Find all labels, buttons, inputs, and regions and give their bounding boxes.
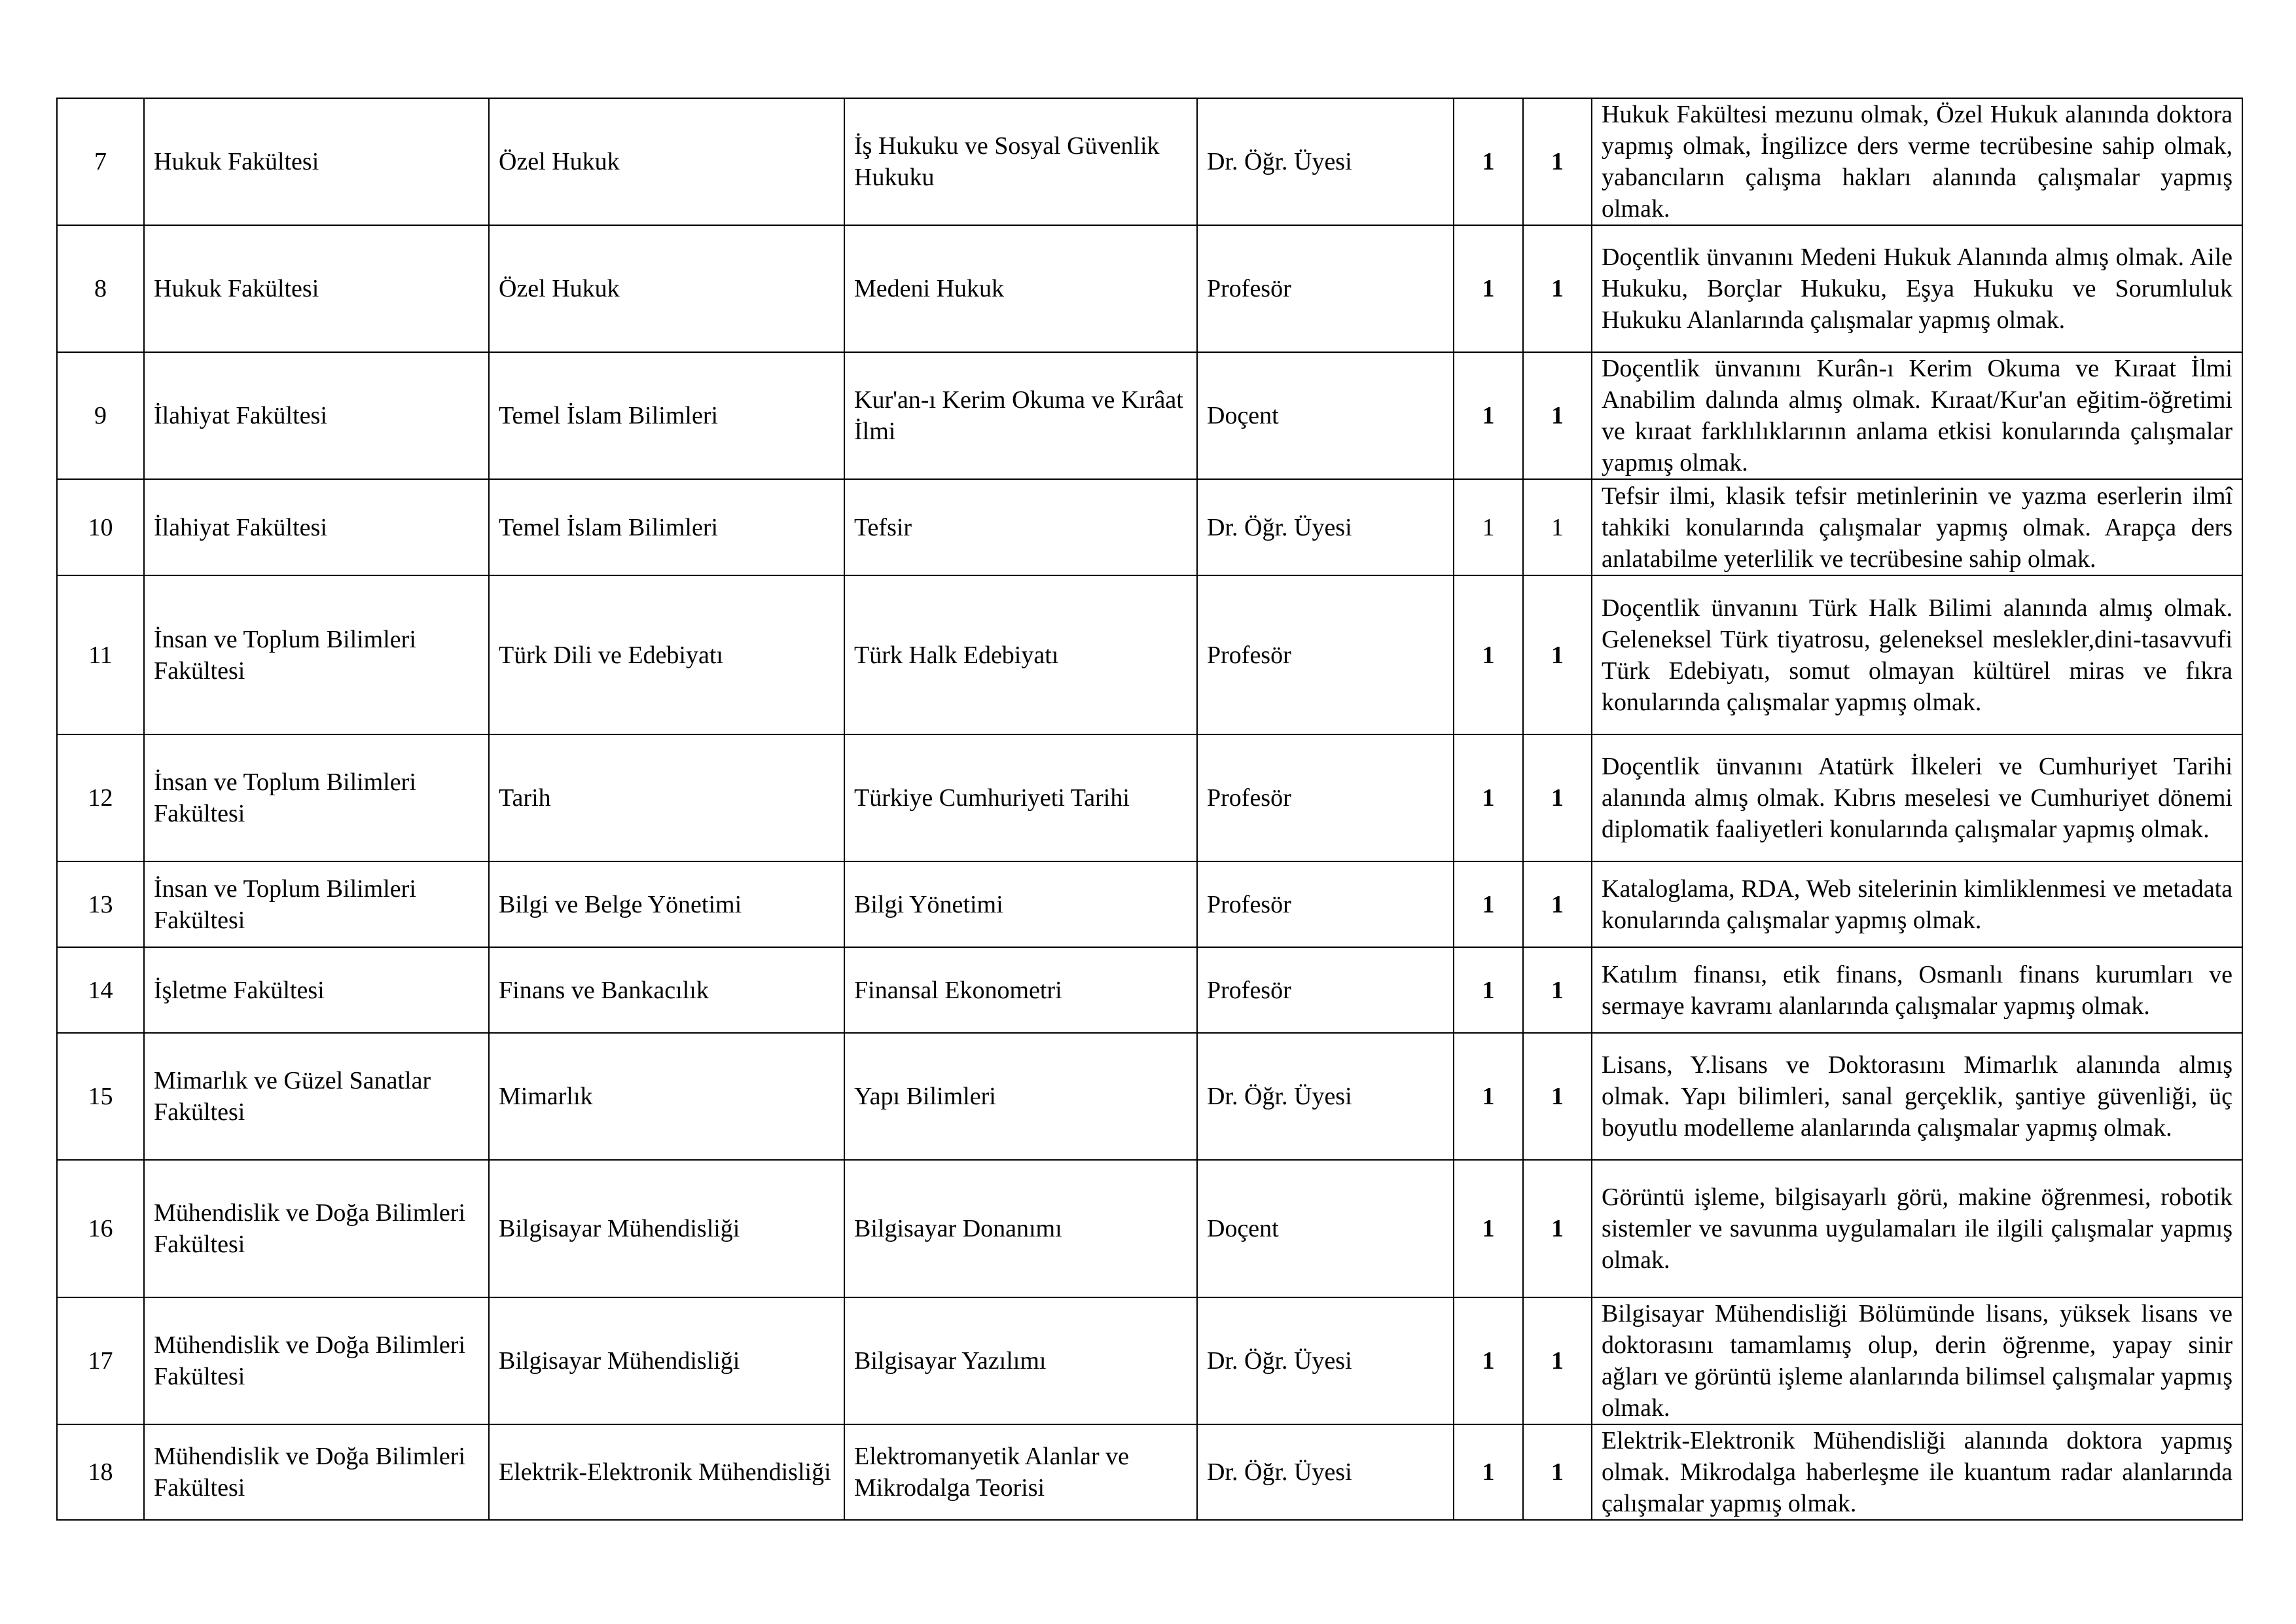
requirements-cell: Doçentlik ünvanını Kurân-ı Kerim Okuma ve Kıraat İlmi Anabilim dalında almış olmak. Kıraat/Kur'an eğitim-öğretimi ve kıraat farklılıklarının anlama etkisi konularında çalışmalar yapmış olmak. — [1592, 352, 2242, 479]
faculty-cell: Mühendislik ve Doğa Bilimleri Fakültesi — [144, 1297, 489, 1424]
table-row — [57, 1033, 2242, 1160]
field-cell: Elektromanyetik Alanlar ve Mikrodalga Teorisi — [844, 1424, 1197, 1520]
row-number: 12 — [57, 734, 144, 861]
position-count-cell: 1 — [1523, 1424, 1592, 1520]
position-count-cell: 1 — [1454, 947, 1523, 1033]
requirements-cell: Elektrik-Elektronik Mühendisliği alanında doktora yapmış olmak. Mikrodalga haberleşme ile kuantum radar alanlarında çalışmalar yapmış olmak. — [1592, 1424, 2242, 1520]
department-cell: Bilgisayar Mühendisliği — [489, 1160, 844, 1297]
academic-title-cell: Dr. Öğr. Üyesi — [1197, 479, 1454, 575]
requirements-cell: Bilgisayar Mühendisliği Bölümünde lisans, yüksek lisans ve doktorasını tamamlamış olup, derin öğrenme, yapay sinir ağları ve görüntü işleme alanlarında bilimsel çalışmalar yapmış olmak. — [1592, 1297, 2242, 1424]
row-number: 9 — [57, 352, 144, 479]
academic-title-cell: Doçent — [1197, 352, 1454, 479]
requirements-cell: Lisans, Y.lisans ve Doktorasını Mimarlık alanında almış olmak. Yapı bilimleri, sanal gerçeklik, şantiye güvenliği, üç boyutlu modelleme alanlarında çalışmalar yapmış olmak. — [1592, 1033, 2242, 1160]
table-row — [57, 1297, 2242, 1424]
table-row — [57, 734, 2242, 861]
row-number: 15 — [57, 1033, 144, 1160]
position-count-cell: 1 — [1523, 1297, 1592, 1424]
position-count-cell: 1 — [1523, 225, 1592, 352]
faculty-cell: Mimarlık ve Güzel Sanatlar Fakültesi — [144, 1033, 489, 1160]
department-cell: Temel İslam Bilimleri — [489, 352, 844, 479]
department-cell: Türk Dili ve Edebiyatı — [489, 575, 844, 734]
faculty-cell: İşletme Fakültesi — [144, 947, 489, 1033]
field-cell: Bilgisayar Yazılımı — [844, 1297, 1197, 1424]
department-cell: Finans ve Bankacılık — [489, 947, 844, 1033]
department-cell: Özel Hukuk — [489, 225, 844, 352]
position-count-cell: 1 — [1454, 98, 1523, 225]
faculty-cell: İnsan ve Toplum Bilimleri Fakültesi — [144, 861, 489, 947]
academic-title-cell: Dr. Öğr. Üyesi — [1197, 1424, 1454, 1520]
academic-title-cell: Profesör — [1197, 947, 1454, 1033]
position-count-cell: 1 — [1523, 947, 1592, 1033]
row-number: 7 — [57, 98, 144, 225]
position-count-cell: 1 — [1523, 861, 1592, 947]
academic-title-cell: Dr. Öğr. Üyesi — [1197, 1033, 1454, 1160]
faculty-cell: İnsan ve Toplum Bilimleri Fakültesi — [144, 575, 489, 734]
table-row — [57, 352, 2242, 479]
faculty-cell: İnsan ve Toplum Bilimleri Fakültesi — [144, 734, 489, 861]
position-count-cell: 1 — [1454, 861, 1523, 947]
table-row — [57, 1160, 2242, 1297]
requirements-cell: Tefsir ilmi, klasik tefsir metinlerinin ve yazma eserlerin ilmî tahkiki konularında çalışmalar yapmış olmak. Arapça ders anlatabilme yeterlilik ve tecrübesine sahip olmak. — [1592, 479, 2242, 575]
faculty-cell: Mühendislik ve Doğa Bilimleri Fakültesi — [144, 1424, 489, 1520]
field-cell: Türkiye Cumhuriyeti Tarihi — [844, 734, 1197, 861]
academic-positions-table — [56, 98, 2243, 1521]
field-cell: Medeni Hukuk — [844, 225, 1197, 352]
department-cell: Elektrik-Elektronik Mühendisliği — [489, 1424, 844, 1520]
table-row — [57, 479, 2242, 575]
department-cell: Temel İslam Bilimleri — [489, 479, 844, 575]
table-body — [57, 98, 2242, 1520]
requirements-cell: Kataloglama, RDA, Web sitelerinin kimliklenmesi ve metadata konularında çalışmalar yapmış olmak. — [1592, 861, 2242, 947]
position-count-cell: 1 — [1454, 575, 1523, 734]
table-row — [57, 575, 2242, 734]
department-cell: Bilgi ve Belge Yönetimi — [489, 861, 844, 947]
position-count-cell: 1 — [1454, 479, 1523, 575]
position-count-cell: 1 — [1523, 479, 1592, 575]
academic-title-cell: Doçent — [1197, 1160, 1454, 1297]
table-row — [57, 947, 2242, 1033]
position-count-cell: 1 — [1523, 1160, 1592, 1297]
position-count-cell: 1 — [1523, 352, 1592, 479]
faculty-cell: Mühendislik ve Doğa Bilimleri Fakültesi — [144, 1160, 489, 1297]
position-count-cell: 1 — [1523, 1033, 1592, 1160]
faculty-cell: İlahiyat Fakültesi — [144, 352, 489, 479]
requirements-cell: Doçentlik ünvanını Atatürk İlkeleri ve Cumhuriyet Tarihi alanında almış olmak. Kıbrıs meselesi ve Cumhuriyet dönemi diplomatik faaliyetleri konularında çalışmalar yapmış olmak. — [1592, 734, 2242, 861]
field-cell: Bilgi Yönetimi — [844, 861, 1197, 947]
row-number: 16 — [57, 1160, 144, 1297]
department-cell: Tarih — [489, 734, 844, 861]
position-count-cell: 1 — [1454, 1033, 1523, 1160]
requirements-cell: Görüntü işleme, bilgisayarlı görü, makine öğrenmesi, robotik sistemler ve savunma uygulamaları ile ilgili çalışmalar yapmış olmak. — [1592, 1160, 2242, 1297]
table-row — [57, 98, 2242, 225]
position-count-cell: 1 — [1454, 734, 1523, 861]
field-cell: İş Hukuku ve Sosyal Güvenlik Hukuku — [844, 98, 1197, 225]
field-cell: Kur'an-ı Kerim Okuma ve Kırâat İlmi — [844, 352, 1197, 479]
row-number: 17 — [57, 1297, 144, 1424]
row-number: 18 — [57, 1424, 144, 1520]
faculty-cell: Hukuk Fakültesi — [144, 225, 489, 352]
faculty-cell: Hukuk Fakültesi — [144, 98, 489, 225]
department-cell: Özel Hukuk — [489, 98, 844, 225]
position-count-cell: 1 — [1523, 734, 1592, 861]
requirements-cell: Hukuk Fakültesi mezunu olmak, Özel Hukuk alanında doktora yapmış olmak, İngilizce ders verme tecrübesine sahip olmak, yabancıların çalışma hakları alanında çalışmalar yapmış olmak. — [1592, 98, 2242, 225]
position-count-cell: 1 — [1523, 575, 1592, 734]
field-cell: Bilgisayar Donanımı — [844, 1160, 1197, 1297]
requirements-cell: Katılım finansı, etik finans, Osmanlı finans kurumları ve sermaye kavramı alanlarında çalışmalar yapmış olmak. — [1592, 947, 2242, 1033]
row-number: 11 — [57, 575, 144, 734]
row-number: 13 — [57, 861, 144, 947]
requirements-cell: Doçentlik ünvanını Türk Halk Bilimi alanında almış olmak. Geleneksel Türk tiyatrosu, geleneksel meslekler,dini-tasavvufi Türk Edebiyatı, somut olmayan kültürel miras ve fıkra konularında çalışmalar yapmış olmak. — [1592, 575, 2242, 734]
academic-title-cell: Dr. Öğr. Üyesi — [1197, 1297, 1454, 1424]
position-count-cell: 1 — [1523, 98, 1592, 225]
table-row — [57, 1424, 2242, 1520]
academic-title-cell: Profesör — [1197, 225, 1454, 352]
field-cell: Türk Halk Edebiyatı — [844, 575, 1197, 734]
field-cell: Tefsir — [844, 479, 1197, 575]
academic-title-cell: Profesör — [1197, 861, 1454, 947]
table-row — [57, 225, 2242, 352]
department-cell: Bilgisayar Mühendisliği — [489, 1297, 844, 1424]
position-count-cell: 1 — [1454, 352, 1523, 479]
field-cell: Yapı Bilimleri — [844, 1033, 1197, 1160]
academic-title-cell: Profesör — [1197, 734, 1454, 861]
academic-title-cell: Profesör — [1197, 575, 1454, 734]
position-count-cell: 1 — [1454, 1424, 1523, 1520]
academic-title-cell: Dr. Öğr. Üyesi — [1197, 98, 1454, 225]
position-count-cell: 1 — [1454, 1297, 1523, 1424]
department-cell: Mimarlık — [489, 1033, 844, 1160]
requirements-cell: Doçentlik ünvanını Medeni Hukuk Alanında almış olmak. Aile Hukuku, Borçlar Hukuku, Eşya Hukuku ve Sorumluluk Hukuku Alanlarında çalışmalar yapmış olmak. — [1592, 225, 2242, 352]
row-number: 8 — [57, 225, 144, 352]
row-number: 10 — [57, 479, 144, 575]
field-cell: Finansal Ekonometri — [844, 947, 1197, 1033]
position-count-cell: 1 — [1454, 225, 1523, 352]
table-row — [57, 861, 2242, 947]
position-count-cell: 1 — [1454, 1160, 1523, 1297]
row-number: 14 — [57, 947, 144, 1033]
faculty-cell: İlahiyat Fakültesi — [144, 479, 489, 575]
